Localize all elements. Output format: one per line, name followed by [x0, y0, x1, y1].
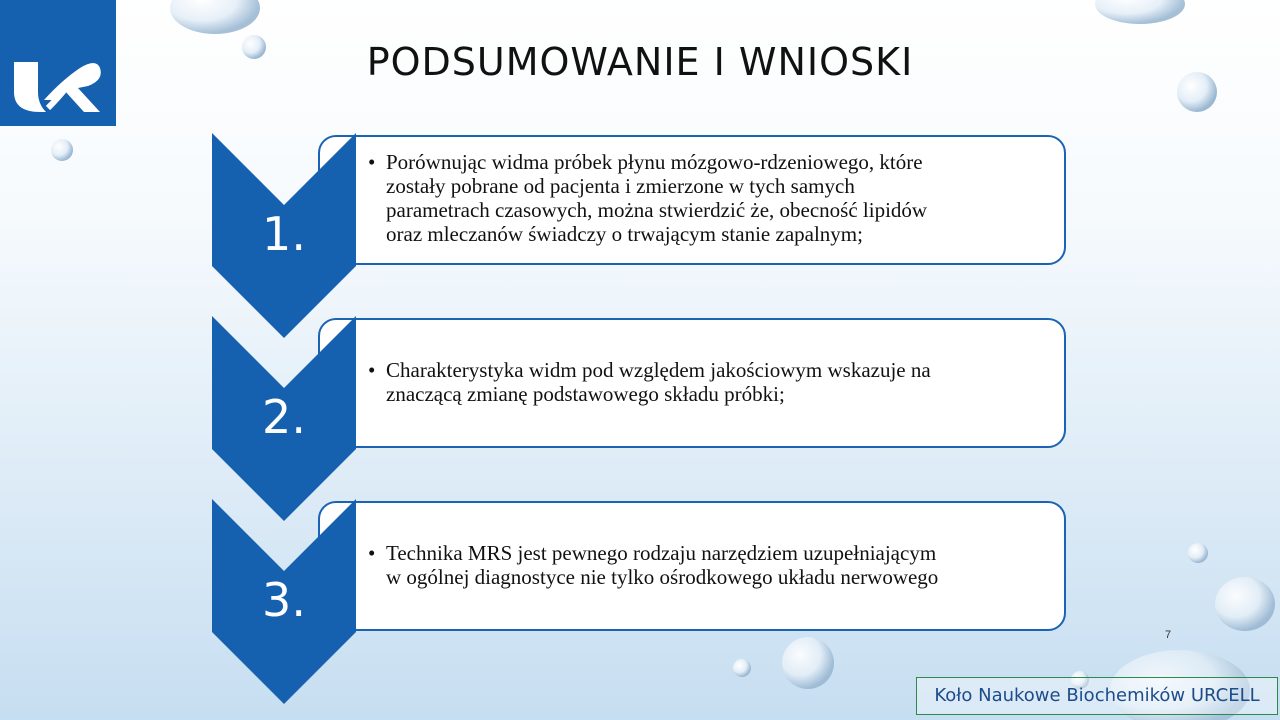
item-1-line: parametrach czasowych, można stwierdzić że, obecność lipidów [386, 198, 928, 222]
item-1-number: 1. [262, 207, 306, 261]
item-1-line: Porównując widma próbek płynu mózgowo-rdzeniowego, które [386, 150, 923, 174]
item-2-text [368, 358, 1048, 406]
bullet-icon: • [368, 541, 376, 565]
item-1-line: zostały pobrane od pacjenta i zmierzone w tych samych [386, 174, 855, 198]
item-3-number: 3. [262, 573, 306, 627]
item-2-number: 2. [262, 390, 306, 444]
bullet-icon: • [368, 358, 376, 382]
item-3-text [368, 541, 1048, 589]
slide-title: PODSUMOWANIE I WNIOSKI [366, 40, 914, 84]
item-3-line: Technika MRS jest pewnego rodzaju narzędziem uzupełniającym [386, 541, 937, 565]
item-1-line: oraz mleczanów świadczy o trwającym stanie zapalnym; [386, 222, 863, 246]
item-3-line: w ogólnej diagnostyce nie tylko ośrodkowego układu nerwowego [386, 565, 939, 589]
footer-label: Koło Naukowe Biochemików URCELL [916, 677, 1278, 715]
bullet-icon: • [368, 150, 376, 174]
item-2-line: znaczącą zmianę podstawowego składu próbki; [386, 382, 785, 406]
item-2-line: Charakterystyka widm pod względem jakościowym wskazuje na [386, 358, 931, 382]
item-1-text [368, 150, 1048, 246]
page-number: 7 [1165, 629, 1172, 641]
